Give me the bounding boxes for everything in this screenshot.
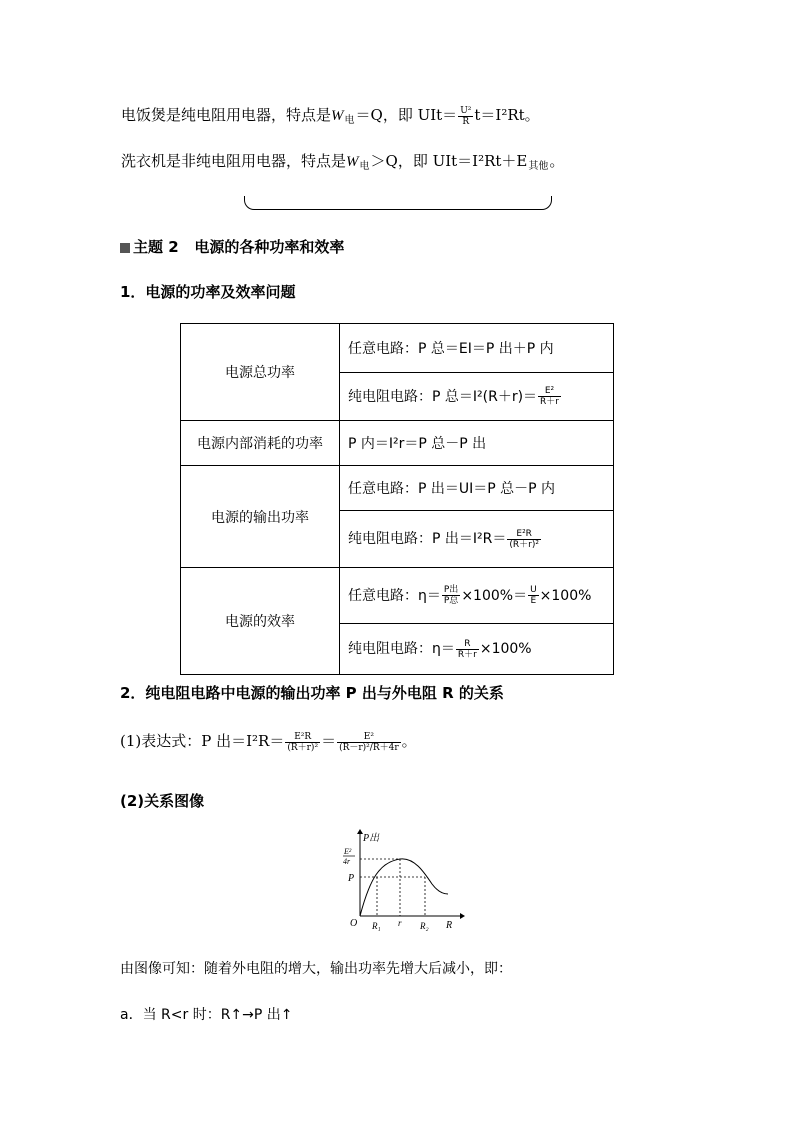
frac-num: E²R bbox=[285, 732, 320, 743]
origin-label: O bbox=[350, 918, 358, 929]
y-max-num: E² bbox=[344, 847, 352, 856]
frac-num: R bbox=[456, 639, 479, 650]
power-table bbox=[180, 323, 614, 675]
cell-r6 bbox=[340, 568, 614, 624]
r-label: r bbox=[398, 918, 402, 928]
topic-heading bbox=[120, 236, 344, 257]
y-axis-label: P出 bbox=[363, 833, 380, 844]
table-row bbox=[181, 421, 614, 466]
r7-text2: ×100% bbox=[479, 641, 532, 657]
graph-title: (2)关系图像 bbox=[120, 792, 205, 810]
intro-2-end: 。 bbox=[549, 152, 565, 170]
frac-den: (R－r)²/R＋4r bbox=[339, 742, 399, 753]
r6-text2: ×100%＝ bbox=[461, 587, 528, 604]
topic-title: 电源的各种功率和效率 bbox=[194, 238, 345, 256]
x-axis-label: R bbox=[446, 920, 453, 931]
intro-line-1 bbox=[121, 104, 540, 127]
r7-text: 纯电阻电路：η＝ bbox=[348, 641, 455, 657]
frac-num: U² bbox=[460, 105, 472, 116]
frac-den: R＋r bbox=[540, 397, 560, 407]
cell-r7 bbox=[340, 623, 614, 674]
intro-1-w: W bbox=[331, 108, 344, 124]
cell-r5 bbox=[340, 511, 614, 568]
intro-line-2 bbox=[121, 150, 564, 171]
r6-text: 任意电路：η＝ bbox=[348, 587, 441, 604]
item-a-text: a．当 R<r 时：R↑→P 出↑ bbox=[120, 1007, 293, 1023]
label-output-power: 电源的输出功率 bbox=[181, 466, 340, 568]
section-divider bbox=[244, 196, 552, 210]
label-total-power: 电源总功率 bbox=[181, 324, 340, 421]
expr-frac1 bbox=[285, 732, 320, 753]
frac-num: U bbox=[530, 585, 537, 595]
expr-frac2 bbox=[337, 732, 401, 753]
r6-text3: ×100% bbox=[539, 587, 592, 604]
label-efficiency: 电源的效率 bbox=[181, 568, 340, 675]
topic-marker: 主题 2 bbox=[133, 238, 179, 256]
conclusion-text: 由图像可知：随着外电阻的增大，输出功率先增大后减小，即： bbox=[120, 961, 512, 977]
play-marker-icon bbox=[120, 243, 130, 253]
r6-frac1 bbox=[442, 585, 460, 606]
frac-den: R＋r bbox=[457, 649, 477, 660]
x-axis-arrow-icon bbox=[460, 913, 465, 919]
intro-2-sub2: 其他 bbox=[528, 161, 549, 172]
table-row bbox=[181, 568, 614, 624]
expr-text: (1)表达式：P 出＝I²R＝ bbox=[120, 732, 285, 750]
table-row bbox=[181, 324, 614, 373]
label-internal-power: 电源内部消耗的功率 bbox=[181, 421, 340, 466]
power-curve bbox=[360, 859, 448, 916]
expression-line bbox=[120, 730, 417, 753]
cell-r4: 任意电路：P 出＝UI＝P 总－P 内 bbox=[340, 466, 614, 511]
frac-den: E bbox=[530, 596, 537, 606]
cell-r3: P 内＝I²r＝P 总－P 出 bbox=[340, 421, 614, 466]
intro-2-text2: ＞Q，即 UIt＝I²Rt＋E bbox=[370, 152, 528, 170]
y-max-den: 4r bbox=[343, 857, 351, 866]
intro-2-sub: 电 bbox=[359, 161, 370, 172]
frac-num: E² bbox=[337, 732, 401, 743]
frac-den: P总 bbox=[443, 596, 459, 606]
r2-text: 纯电阻电路：P 总＝I²(R＋r)＝ bbox=[348, 388, 538, 405]
r7-frac bbox=[456, 639, 479, 660]
section-1-heading: 1．电源的功率及效率问题 bbox=[120, 283, 296, 301]
table-row bbox=[181, 466, 614, 511]
r5-frac bbox=[507, 529, 541, 550]
power-resistance-graph bbox=[336, 828, 466, 938]
frac-den: R bbox=[462, 116, 470, 127]
frac-den: (R＋r)² bbox=[287, 742, 319, 753]
cell-r2 bbox=[340, 372, 614, 421]
y-p-label: P bbox=[348, 873, 355, 884]
section-2-heading: 2．纯电阻电路中电源的输出功率 P 出与外电阻 R 的关系 bbox=[120, 684, 504, 702]
r6-frac2 bbox=[528, 585, 539, 606]
frac-num: P出 bbox=[443, 585, 459, 595]
r2-frac bbox=[538, 386, 561, 407]
intro-1-frac bbox=[458, 106, 473, 127]
expr-eq: ＝ bbox=[321, 732, 337, 750]
frac-num: E² bbox=[538, 386, 561, 397]
intro-1-text: 电饭煲是纯电阻用电器，特点是 bbox=[121, 106, 332, 124]
r2-label: R₂ bbox=[420, 921, 429, 931]
frac-den: (R＋r)² bbox=[509, 539, 539, 550]
cell-r1: 任意电路：P 总＝EI＝P 出＋P 内 bbox=[340, 324, 614, 373]
frac-num: E²R bbox=[507, 529, 541, 540]
intro-1-sub: 电 bbox=[344, 115, 355, 126]
r1-label: R₁ bbox=[372, 921, 381, 931]
intro-1-text3: t＝I²Rt。 bbox=[474, 106, 540, 124]
intro-2-text: 洗衣机是非纯电阻用电器，特点是 bbox=[121, 152, 347, 170]
intro-2-w: W bbox=[346, 154, 359, 170]
expr-end: 。 bbox=[401, 732, 417, 750]
r5-text: 纯电阻电路：P 出＝I²R＝ bbox=[348, 531, 507, 548]
intro-1-text2: ＝Q，即 UIt＝ bbox=[355, 106, 458, 124]
